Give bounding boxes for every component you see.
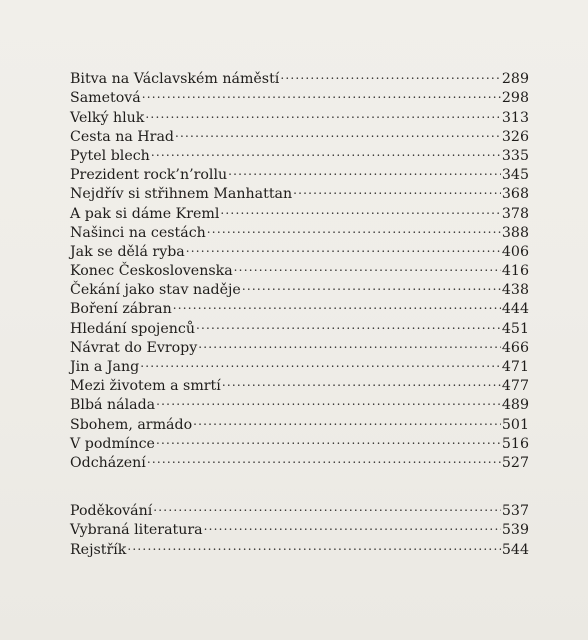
dot-leader: [234, 256, 501, 275]
toc-entry-page: 388: [501, 224, 529, 241]
toc-entry-title: Jak se dělá ryba: [70, 243, 185, 260]
toc-entry-title: Pytel blech: [70, 147, 150, 164]
toc-entry-page: 313: [501, 109, 529, 126]
dot-leader: [198, 333, 501, 352]
toc-entry-title: Mezi životem a smrtí: [70, 378, 221, 395]
toc-entry-page: 471: [501, 359, 529, 375]
toc-entry-page: 444: [501, 301, 529, 318]
toc-entry-page: 451: [501, 320, 529, 337]
dot-leader: [280, 64, 501, 83]
toc-entry-page: 544: [501, 541, 529, 558]
toc-entry: [70, 534, 529, 558]
toc-entry-page: 335: [501, 147, 529, 164]
toc-entry-page: 501: [501, 416, 529, 433]
dot-leader: [142, 83, 501, 102]
dot-leader: [147, 448, 501, 467]
dot-leader: [196, 313, 501, 332]
toc-entry-title: Sbohem, armádo: [70, 416, 193, 433]
dot-leader: [127, 534, 501, 553]
toc-entry-title: Rejstřík: [70, 541, 127, 558]
toc-entry-page: 345: [501, 167, 529, 184]
toc-entry-title: Našinci na cestách: [70, 224, 206, 241]
toc-entry-page: 406: [501, 243, 529, 260]
toc-entry-page: 477: [501, 378, 529, 395]
toc-entry-page: 326: [501, 128, 529, 145]
toc-entry-title: Odcházení: [70, 454, 146, 471]
toc-entry-page: 516: [501, 435, 529, 452]
dot-leader: [186, 237, 501, 256]
toc-entry-title: Návrat do Evropy: [70, 339, 198, 356]
toc-entry: [70, 64, 529, 88]
toc-entry-title: Konec Československa: [70, 263, 233, 280]
toc-entry: [70, 496, 529, 520]
dot-leader: [222, 371, 501, 390]
toc-entry-title: Cesta na Hrad: [70, 128, 175, 145]
toc-entry-title: Boření zábran: [70, 301, 172, 318]
dot-leader: [145, 102, 500, 121]
toc-entry-page: 416: [501, 263, 529, 280]
toc-entry-title: Hledání spojenců: [70, 320, 195, 337]
toc-entry-page: 489: [501, 397, 529, 414]
toc-entry-title: Sametová: [70, 90, 141, 107]
dot-leader: [173, 294, 501, 313]
toc-entry-page: 378: [501, 205, 529, 222]
toc-entry-page: 527: [501, 454, 529, 471]
dot-leader: [151, 141, 501, 160]
toc-entry-title: Blbá nálada: [70, 397, 156, 414]
dot-leader: [175, 122, 501, 141]
toc-entry-title: Velký hluk: [70, 109, 145, 126]
dot-leader: [228, 160, 501, 179]
toc-entry-page: 298: [501, 90, 529, 107]
dot-leader: [193, 409, 501, 428]
toc-entry-title: Prezident rock’n’rollu: [70, 167, 228, 184]
toc-entry-page: 438: [501, 282, 529, 299]
toc-entry-title: A pak si dáme Kreml: [70, 205, 220, 222]
toc-entry-title: Poděkování: [70, 503, 153, 520]
toc-entry-title: Nejdřív si střihnem Manhattan: [70, 186, 293, 203]
dot-leader: [242, 275, 501, 294]
toc-entry-title: Bitva na Václavském náměstí: [70, 71, 280, 88]
dot-leader: [207, 218, 501, 237]
toc-entry-title: V podmínce: [70, 435, 155, 452]
toc-entry-page: 368: [501, 186, 529, 203]
toc-entry-title: Jin a Jang: [70, 359, 140, 375]
toc-entry-page: 539: [501, 522, 529, 539]
toc-entry-title: Čekání jako stav naděje: [70, 282, 241, 299]
dot-leader: [140, 352, 501, 371]
dot-leader: [293, 179, 501, 198]
toc-entry-title: Vybraná literatura: [70, 522, 203, 539]
toc-entry-page: 289: [501, 71, 529, 88]
dot-leader: [204, 515, 501, 534]
table-of-contents: [70, 64, 529, 558]
dot-leader: [156, 429, 501, 448]
dot-leader: [220, 198, 501, 217]
toc-entry-page: 466: [501, 339, 529, 356]
dot-leader: [156, 390, 501, 409]
toc-entry-page: 537: [501, 503, 529, 520]
dot-leader: [153, 496, 501, 515]
